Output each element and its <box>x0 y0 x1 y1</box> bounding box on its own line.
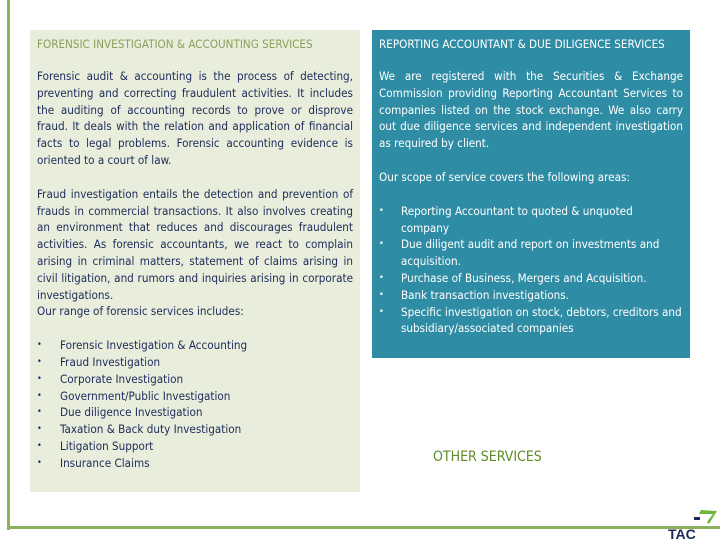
list-item: • Government/Public Investigation <box>37 388 353 405</box>
other-services-heading: OTHER SERVICES <box>433 449 542 465</box>
list-item: • Bank transaction investigations. <box>379 287 683 304</box>
list-item: • Forensic Investigation & Accounting <box>37 337 353 354</box>
forensic-title: FORENSIC INVESTIGATION & ACCOUNTING SERVICES <box>37 37 313 51</box>
forensic-list <box>37 337 353 471</box>
tac-logo-icon <box>665 508 719 526</box>
list-item: • Litigation Support <box>37 438 353 455</box>
list-item: • Fraud Investigation <box>37 354 353 371</box>
list-item: • Due diligence Investigation <box>37 404 353 421</box>
forensic-para-2: Fraud investigation entails the detection and prevention of frauds in commercial transactions. It also involves creating an environment that reduces and discourages fraudulent activities. As forensic accountants, we react to complain arising in criminal matters, statement of claims arising in civil litigation, and rumors and inquiries arising in corporate investigations. <box>37 186 353 302</box>
list-item: • Insurance Claims <box>37 455 353 472</box>
reporting-panel <box>372 30 690 358</box>
list-item: • Due diligent audit and report on investments and acquisition. <box>379 236 683 270</box>
reporting-para-1: We are registered with the Securities & Exchange Commission providing Reporting Accountant Services to companies listed on the stock exchange. We also carry out due diligence services and independent investigation as required by client. <box>379 69 683 151</box>
forensic-panel <box>30 30 360 492</box>
list-item: • Purchase of Business, Mergers and Acquisition. <box>379 270 683 287</box>
reporting-title: REPORTING ACCOUNTANT & DUE DILIGENCE SERVICES <box>379 37 665 51</box>
list-item: • Taxation & Back duty Investigation <box>37 421 353 438</box>
forensic-intro: Our range of forensic services includes: <box>37 304 244 319</box>
forensic-para-1: Forensic audit & accounting is the process of detecting, preventing and correcting fraudulent activities. It includes the auditing of accounting records to prove or disprove fraud. It deals with the relation and application of financial facts to legal problems. Forensic accounting evidence is oriented to a court of law. <box>37 69 353 167</box>
reporting-list <box>379 203 683 337</box>
left-accent-bar <box>7 0 10 530</box>
logo-text: TAC <box>668 526 696 542</box>
reporting-intro: Our scope of service covers the following areas: <box>379 169 630 184</box>
list-item: • Specific investigation on stock, debtors, creditors and subsidiary/associated companies <box>379 304 683 338</box>
list-item: • Corporate Investigation <box>37 371 353 388</box>
list-item: • Reporting Accountant to quoted & unquoted company <box>379 203 683 237</box>
bottom-accent-line <box>7 526 720 529</box>
